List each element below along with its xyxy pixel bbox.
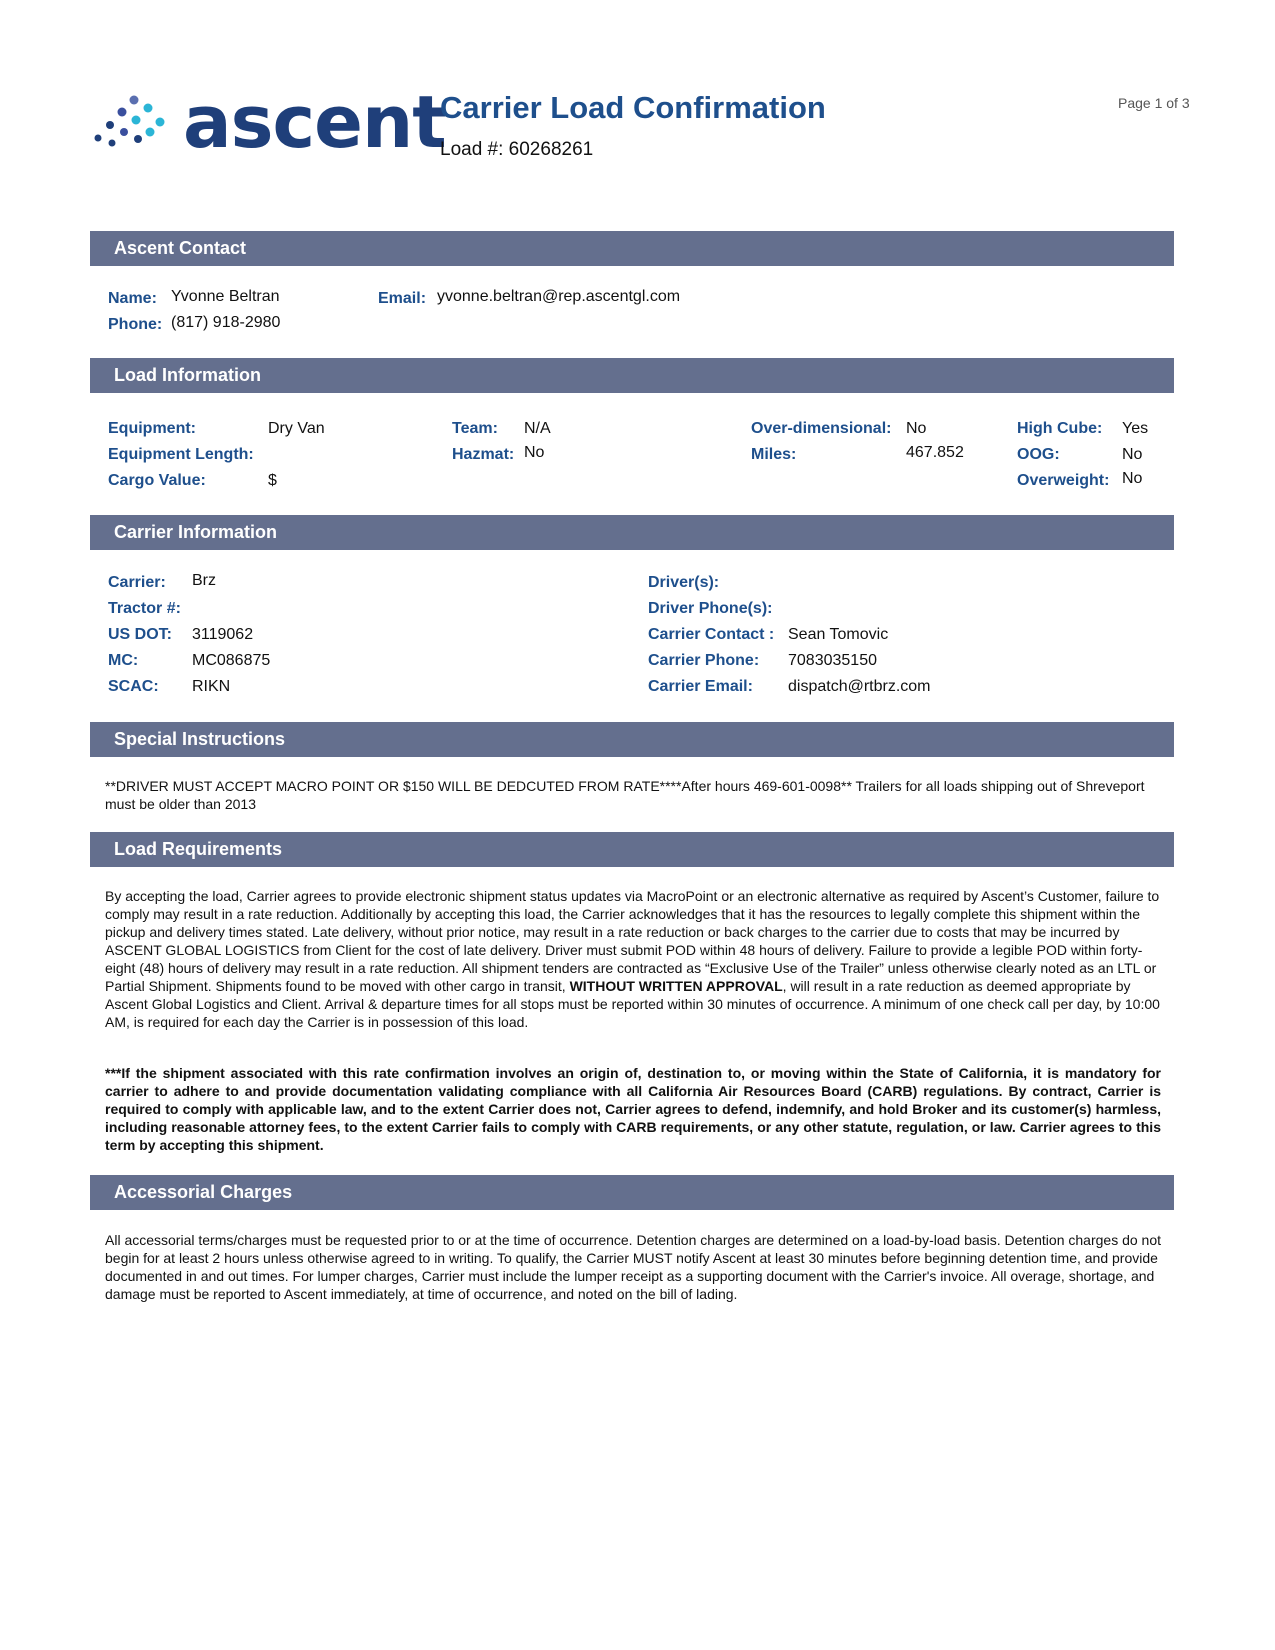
carrier-contact-value: Sean Tomovic	[788, 626, 889, 643]
logo-wordmark: ascent	[183, 80, 446, 164]
mc-value: MC086875	[192, 652, 271, 669]
us-dot-label: US DOT:	[108, 626, 172, 643]
contact-phone: (817) 918-2980	[171, 314, 281, 331]
load-number: Load #: 60268261	[440, 139, 594, 160]
email-label: Email:	[378, 290, 427, 307]
name-label: Name:	[108, 290, 157, 307]
overweight-value: No	[1122, 470, 1143, 487]
carrier-email-label: Carrier Email:	[648, 678, 753, 695]
cargo-value: $	[268, 472, 277, 489]
carrier-contact-label: Carrier Contact :	[648, 626, 775, 643]
oog-value: No	[1122, 446, 1143, 463]
contact-name: Yvonne Beltran	[171, 288, 280, 305]
high-cube-label: High Cube:	[1017, 420, 1103, 437]
accessorial-charges-text: All accessorial terms/charges must be requested prior to or at the time of occurrence. Detention charges are determined on a load-by-load basis. Detention charges do not begin for at least 2 hours unless otherwise agreed to in writing. To qualify, the Carrier MUST notify Ascent at least 30 minutes before beginning detention time, and provide documented in and out times. For lumper charges, Carrier must include the lumper receipt as a supporting document with the Carrier's invoice. All overage, shortage, and damage must be reported to Ascent immediately, at time of occurrence, and noted on the bill of lading.	[105, 1232, 1162, 1302]
carrier-phone-label: Carrier Phone:	[648, 652, 760, 669]
equipment-label: Equipment:	[108, 420, 196, 437]
scac-label: SCAC:	[108, 678, 159, 695]
over-dimensional-label: Over-dimensional:	[751, 420, 892, 437]
section-header-ascent-contact: Ascent Contact	[90, 231, 1174, 266]
contact-email[interactable]: yvonne.beltran@rep.ascentgl.com	[437, 288, 681, 305]
scac-value: RIKN	[192, 678, 231, 695]
carrier-label: Carrier:	[108, 574, 166, 591]
ascent-logo-dots-icon	[92, 92, 184, 152]
oog-label: OOG:	[1017, 446, 1060, 463]
hazmat-value: No	[524, 444, 545, 461]
section-header-load-information: Load Information	[90, 358, 1174, 393]
over-dimensional-value: No	[906, 420, 927, 437]
mc-label: MC:	[108, 652, 139, 669]
team-label: Team:	[452, 420, 498, 437]
us-dot-value: 3119062	[192, 626, 254, 643]
special-instructions-text: **DRIVER MUST ACCEPT MACRO POINT OR $150 WILL BE DEDCUTED FROM RATE****After hours 469-601-0098** Trailers for all loads shipping out of Shreveport must be older than 2013	[105, 778, 1145, 812]
section-header-accessorial-charges: Accessorial Charges	[90, 1175, 1174, 1210]
page-title: Carrier Load Confirmation	[440, 90, 826, 125]
section-header-carrier-information: Carrier Information	[90, 515, 1174, 550]
section-header-special-instructions: Special Instructions	[90, 722, 1174, 757]
equipment-value: Dry Van	[268, 420, 325, 437]
page-number: Page 1 of 3	[1118, 95, 1190, 111]
miles-label: Miles:	[751, 446, 797, 463]
high-cube-value: Yes	[1122, 420, 1149, 437]
phone-label: Phone:	[108, 316, 163, 333]
miles-value: 467.852	[906, 444, 964, 461]
carrier-email-value[interactable]: dispatch@rtbrz.com	[788, 678, 931, 695]
load-requirements-text-part2: , will result in a rate reduction as deemed appropriate by Ascent Global Logistics and Client. Arrival & departure times for all stops must be reported within 30 minutes of occurrence. A minimum of one check call per day, by 10:00 AM, is required for each day the Carrier is in possession of this load.	[105, 978, 1160, 1030]
carb-requirements-text: ***If the shipment associated with this rate confirmation involves an origin of, destination to, or moving within the State of California, it is mandatory for carrier to adhere to and provide documentation validating compliance with all California Air Resources Board (CARB) regulations. By contract, Carrier is required to comply with applicable law, and to the extent Carrier does not, Carrier agrees to defend, indemnify, and hold Broker and its customer(s) harmless, including reasonable attorney fees, to the extent Carrier fails to comply with CARB requirements, or any other statute, regulation, or law. Carrier agrees to this term by accepting this shipment.	[105, 1065, 1161, 1153]
cargo-value-label: Cargo Value:	[108, 472, 206, 489]
section-header-load-requirements: Load Requirements	[90, 832, 1174, 867]
load-requirements-text	[105, 887, 1161, 1031]
ascent-logo	[92, 80, 446, 164]
driver-phones-label: Driver Phone(s):	[648, 600, 773, 617]
hazmat-label: Hazmat:	[452, 446, 515, 463]
tractor-label: Tractor #:	[108, 600, 181, 617]
team-value: N/A	[524, 420, 551, 437]
carrier-value: Brz	[192, 572, 216, 589]
drivers-label: Driver(s):	[648, 574, 720, 591]
without-written-approval-text: WITHOUT WRITTEN APPROVAL	[569, 978, 783, 994]
equipment-length-label: Equipment Length:	[108, 446, 254, 463]
carrier-phone-value: 7083035150	[788, 652, 877, 669]
load-requirements-text-part1: By accepting the load, Carrier agrees to provide electronic shipment status updates via MacroPoint or an electronic alternative as required by Ascent’s Customer, failure to comply may result in a rate reduction. Additionally by accepting this load, the Carrier acknowledges that it has the resources to legally complete this shipment within the pickup and delivery times stated. Late delivery, without prior notice, may result in a rate reduction or back charges to the carrier due to costs that may be incurred by ASCENT GLOBAL LOGISTICS from Client for the cost of late delivery. Driver must submit POD within 48 hours of delivery. Failure to provide a legible POD within forty-eight (48) hours of delivery may result in a rate reduction. All shipment tenders are contracted as “Exclusive Use of the Trailer” unless otherwise clearly noted as an LTL or Partial Shipment. Shipments found to be moved with other cargo in transit,	[105, 888, 1160, 994]
overweight-label: Overweight:	[1017, 472, 1110, 489]
